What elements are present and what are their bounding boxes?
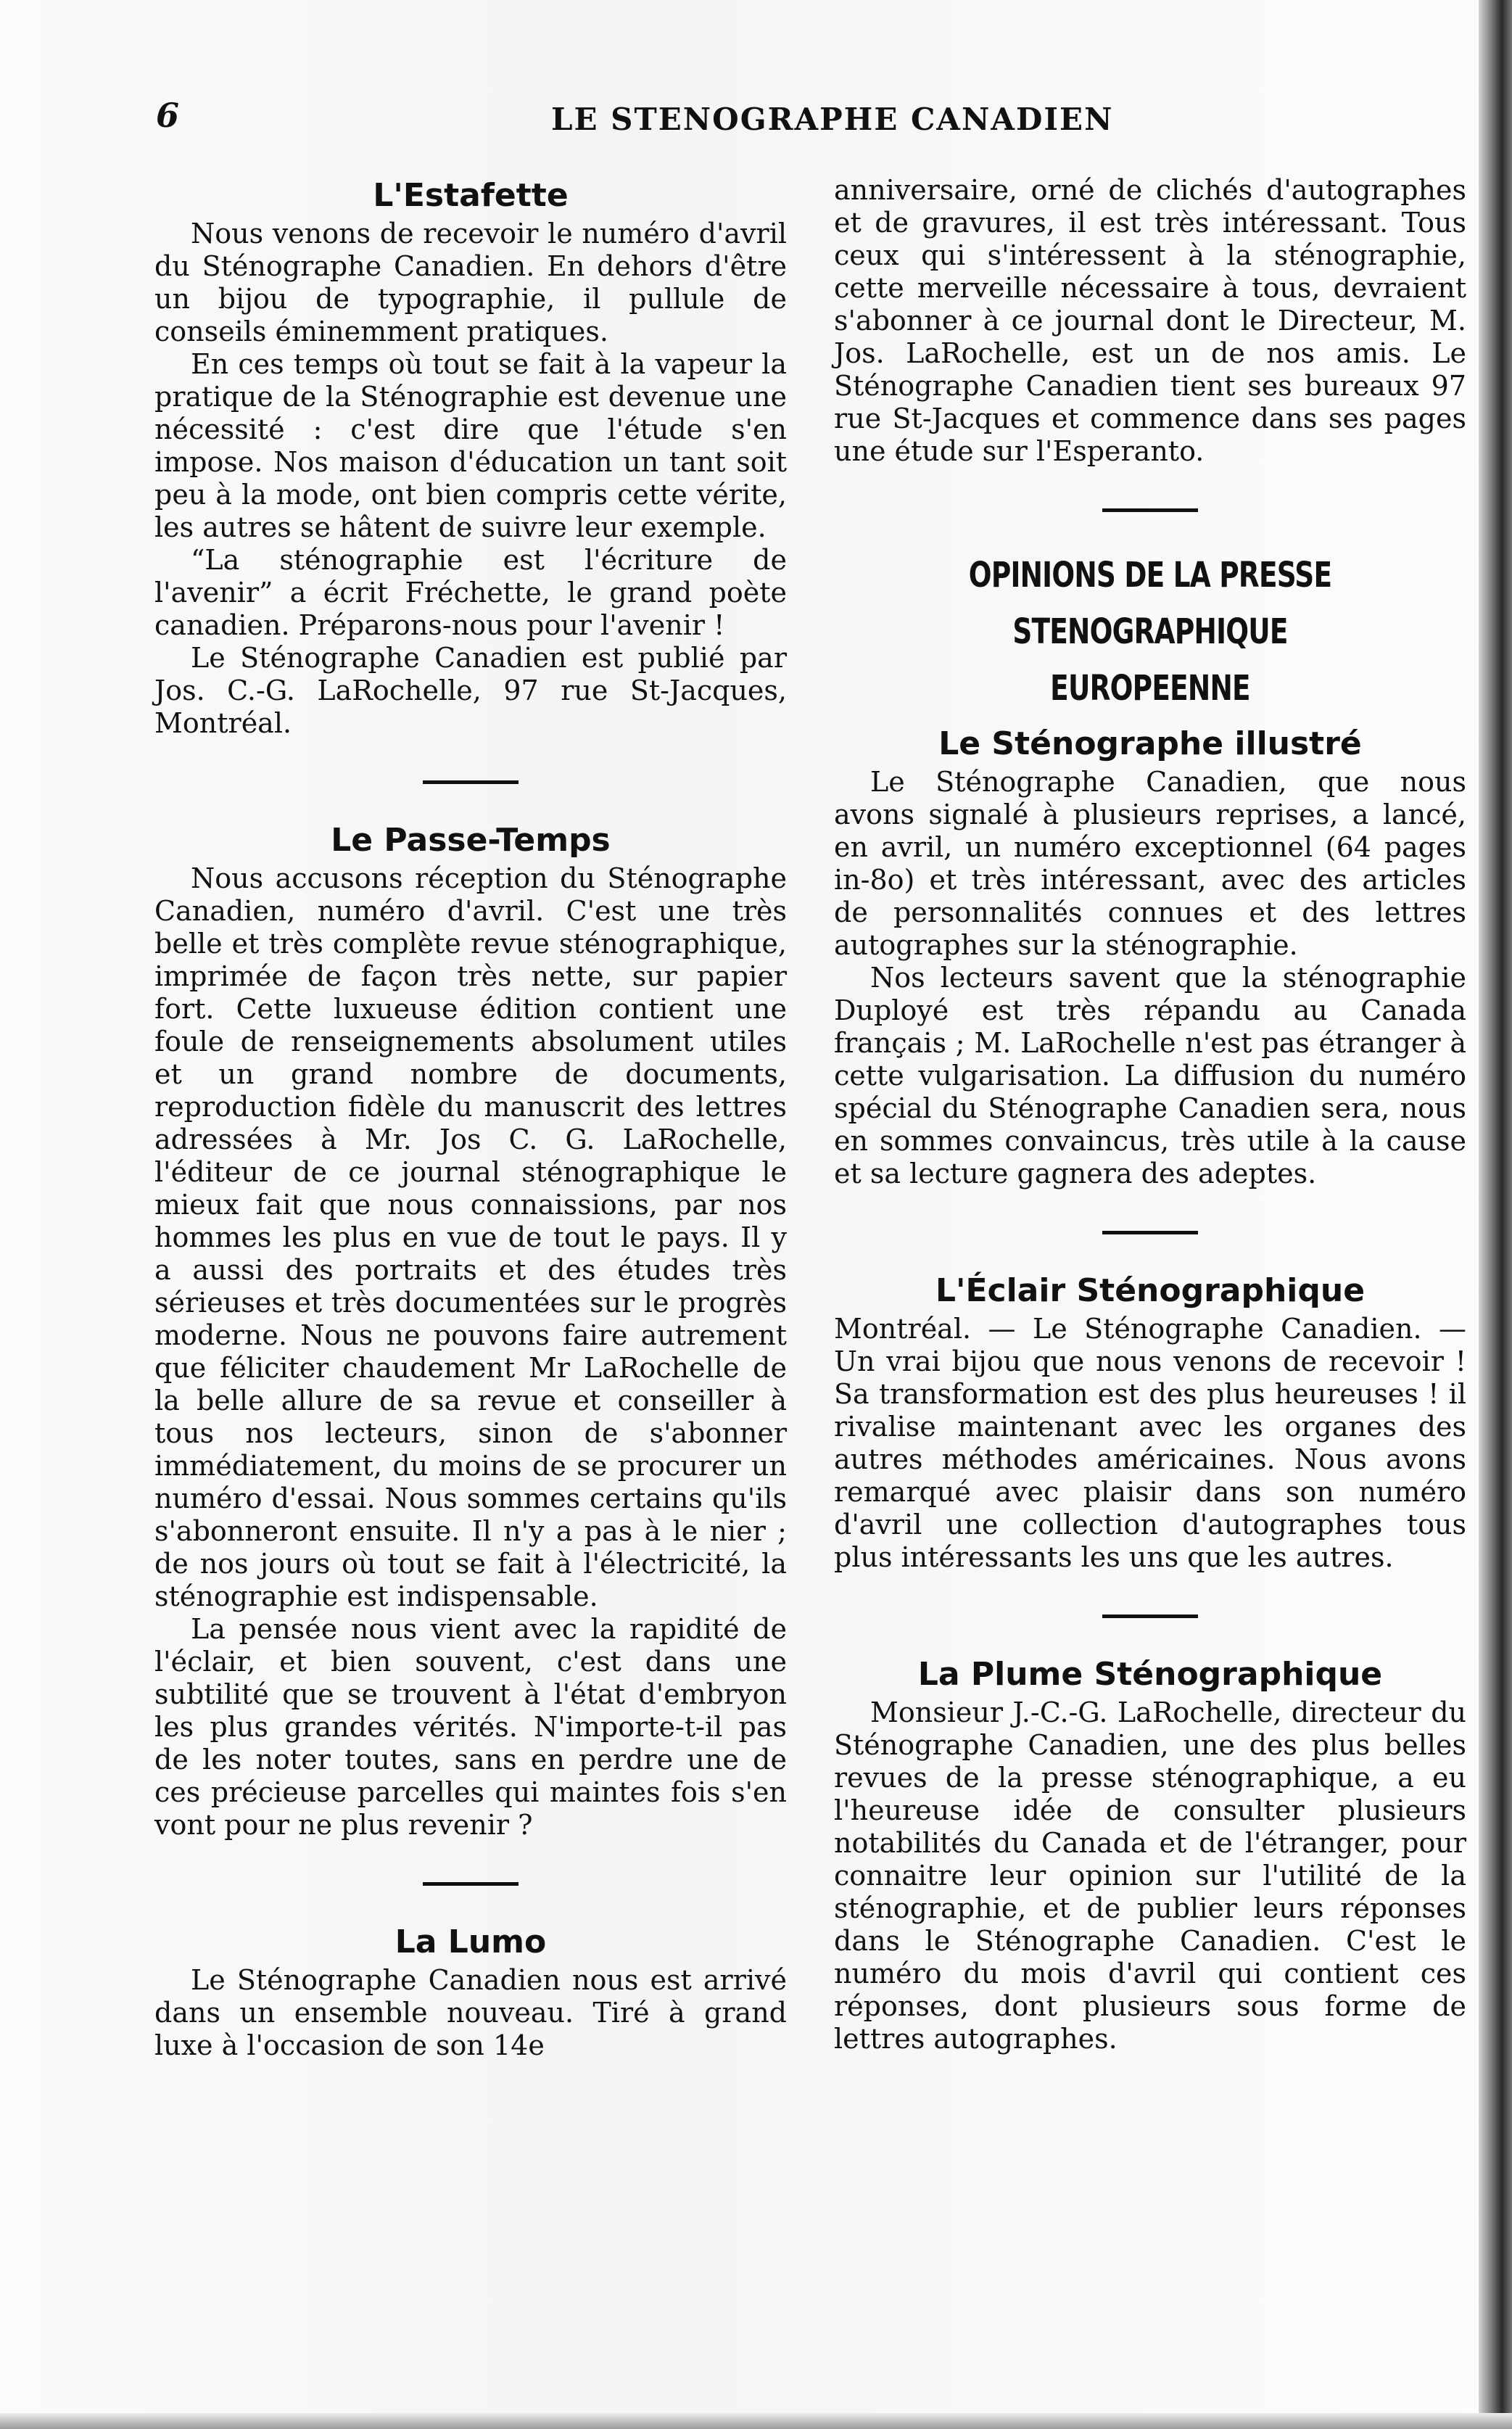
eclair-title: L'Éclair Sténographique bbox=[935, 1272, 1366, 1309]
plume-title: La Plume Sténographique bbox=[917, 1656, 1383, 1693]
estafette-title: L'Estafette bbox=[373, 177, 569, 214]
right-column bbox=[834, 174, 1466, 2055]
plume-paragraph: Monsieur J.-C.-G. LaRochelle, directeur du Sténographe Canadien, une des plus belles revues de la presse sténographique, a eu l'heureuse idée de consulter plusieurs notabilités du Canada et de l'étranger, pour connaitre leur opinion sur l'utilité de la sténographie, et de publier leurs réponses dans le Sténographe Canadien. C'est le numéro du mois d'avril qui contient ces réponses, dont plusieurs sous forme de lettres autographes. bbox=[834, 1696, 1466, 2055]
illustre-paragraph: Le Sténographe Canadien, que nous avons signalé à plusieurs reprises, a lancé, en avril, un numéro exceptionnel (64 pages in-8o) et très intéressant, avec des articles de personnalités connues et des lettres autographes sur la sténographie. bbox=[834, 766, 1466, 961]
illustre-title: Le Sténographe illustré bbox=[938, 725, 1362, 762]
left-column bbox=[154, 174, 787, 2062]
passe-temps-title: Le Passe-Temps bbox=[331, 822, 611, 859]
eclair-paragraph: Montréal. — Le Sténographe Canadien. — Un vrai bijou que nous venons de recevoir ! Sa transformation est des plus heureuses ! il rivalise maintenant avec les organes des autres méthodes américaines. Nous avons remarqué avec plaisir dans son numéro d'avril une collection d'autographes tous plus intéressants les uns que les autres. bbox=[834, 1313, 1466, 1573]
lumo-title: La Lumo bbox=[394, 1923, 547, 1960]
passe-temps-paragraph: Nous accusons réception du Sténographe Canadien, numéro d'avril. C'est une très belle et très complète revue sténographique, imprimée de façon très nette, sur papier fort. Cette luxueuse édition contient une foule de renseignements absolument utiles et un grand nombre de documents, reproduction fidèle du manuscrit des lettres adressées à Mr. Jos C. G. LaRochelle, l'éditeur de ce journal sténographique le mieux fait que nous connaissions, par nos hommes les plus en vue de tout le pays. Il y a aussi des portraits et des études très sérieuses et très documentées sur le progrès moderne. Nous ne pouvons faire autrement que féliciter chaudement Mr LaRochelle de la belle allure de sa revue et conseiller à tous nos lecteurs, sinon de s'abonner immédiatement, du moins de se procurer un numéro d'essai. Nous sommes certains qu'ils s'abonneront ensuite. Il n'y a pas à le nier ; de nos jours où tout se fait à l'électricité, la sténographie est indispensable. bbox=[154, 862, 787, 1612]
estafette-paragraph: “La sténographie est l'écriture de l'avenir” a écrit Fréchette, le grand poète canadien. Préparons-nous pour l'avenir ! bbox=[154, 544, 787, 641]
lumo-paragraph: Le Sténographe Canadien nous est arrivé dans un ensemble nouveau. Tiré à grand luxe à l'occasion de son 14e bbox=[154, 1964, 787, 2061]
passe-temps-paragraph: La pensée nous vient avec la rapidité de l'éclair, et bien souvent, c'est dans une subtilité que se trouvent à l'état d'embryon les plus grandes vérités. N'importe-t-il pas de les noter toutes, sans en perdre une de ces précieuse parcelles qui maintes fois s'en vont pour ne plus revenir ? bbox=[154, 1613, 787, 1841]
estafette-paragraph: En ces temps où tout se fait à la vapeur la pratique de la Sténographie est devenue une nécessité : c'est dire que l'étude s'en impose. Nos maison d'éducation un tant soit peu à la mode, ont bien compris cette vérite, les autres se hâtent de suivre leur exemple. bbox=[154, 348, 787, 543]
illustre-paragraph: Nos lecteurs savent que la sténographie Duployé est très répandu au Canada français ; M. LaRochelle n'est pas étranger à cette vulgarisation. La diffusion du numéro spécial du Sténographe Canadien sera, nous en sommes convaincus, très utile à la cause et sa lecture gagnera des adeptes. bbox=[834, 962, 1466, 1189]
page-bottom-shadow bbox=[0, 2413, 1512, 2429]
running-title: LE STENOGRAPHE CANADIEN bbox=[551, 102, 1114, 137]
estafette-paragraph: Nous venons de recevoir le numéro d'avril du Sténographe Canadien. En dehors d'être un bijou de typographie, il pullule de conseils éminemment pratiques. bbox=[154, 218, 787, 347]
section-heading-line-1: OPINIONS DE LA PRESSE STENOGRAPHIQUE bbox=[968, 555, 1332, 652]
estafette-paragraph: Le Sténographe Canadien est publié par Jos. C.-G. LaRochelle, 97 rue St-Jacques, Montréal. bbox=[154, 642, 787, 739]
lumo-continuation: anniversaire, orné de clichés d'autographes et de gravures, il est très intéressant. Tous ceux qui s'intéressent à la sténographie, cette merveille nécessaire à tous, devraient s'abonner à ce journal dont le Directeur, M. Jos. LaRochelle, est un de nos amis. Le Sténographe Canadien tient ses bureaux 97 rue St-Jacques et commence dans ses pages une étude sur l'Esperanto. bbox=[834, 174, 1466, 467]
page-edge-shadow bbox=[1479, 0, 1512, 2429]
section-heading-line-2: EUROPEENNE bbox=[1050, 668, 1250, 709]
page-number: 6 bbox=[156, 96, 180, 135]
